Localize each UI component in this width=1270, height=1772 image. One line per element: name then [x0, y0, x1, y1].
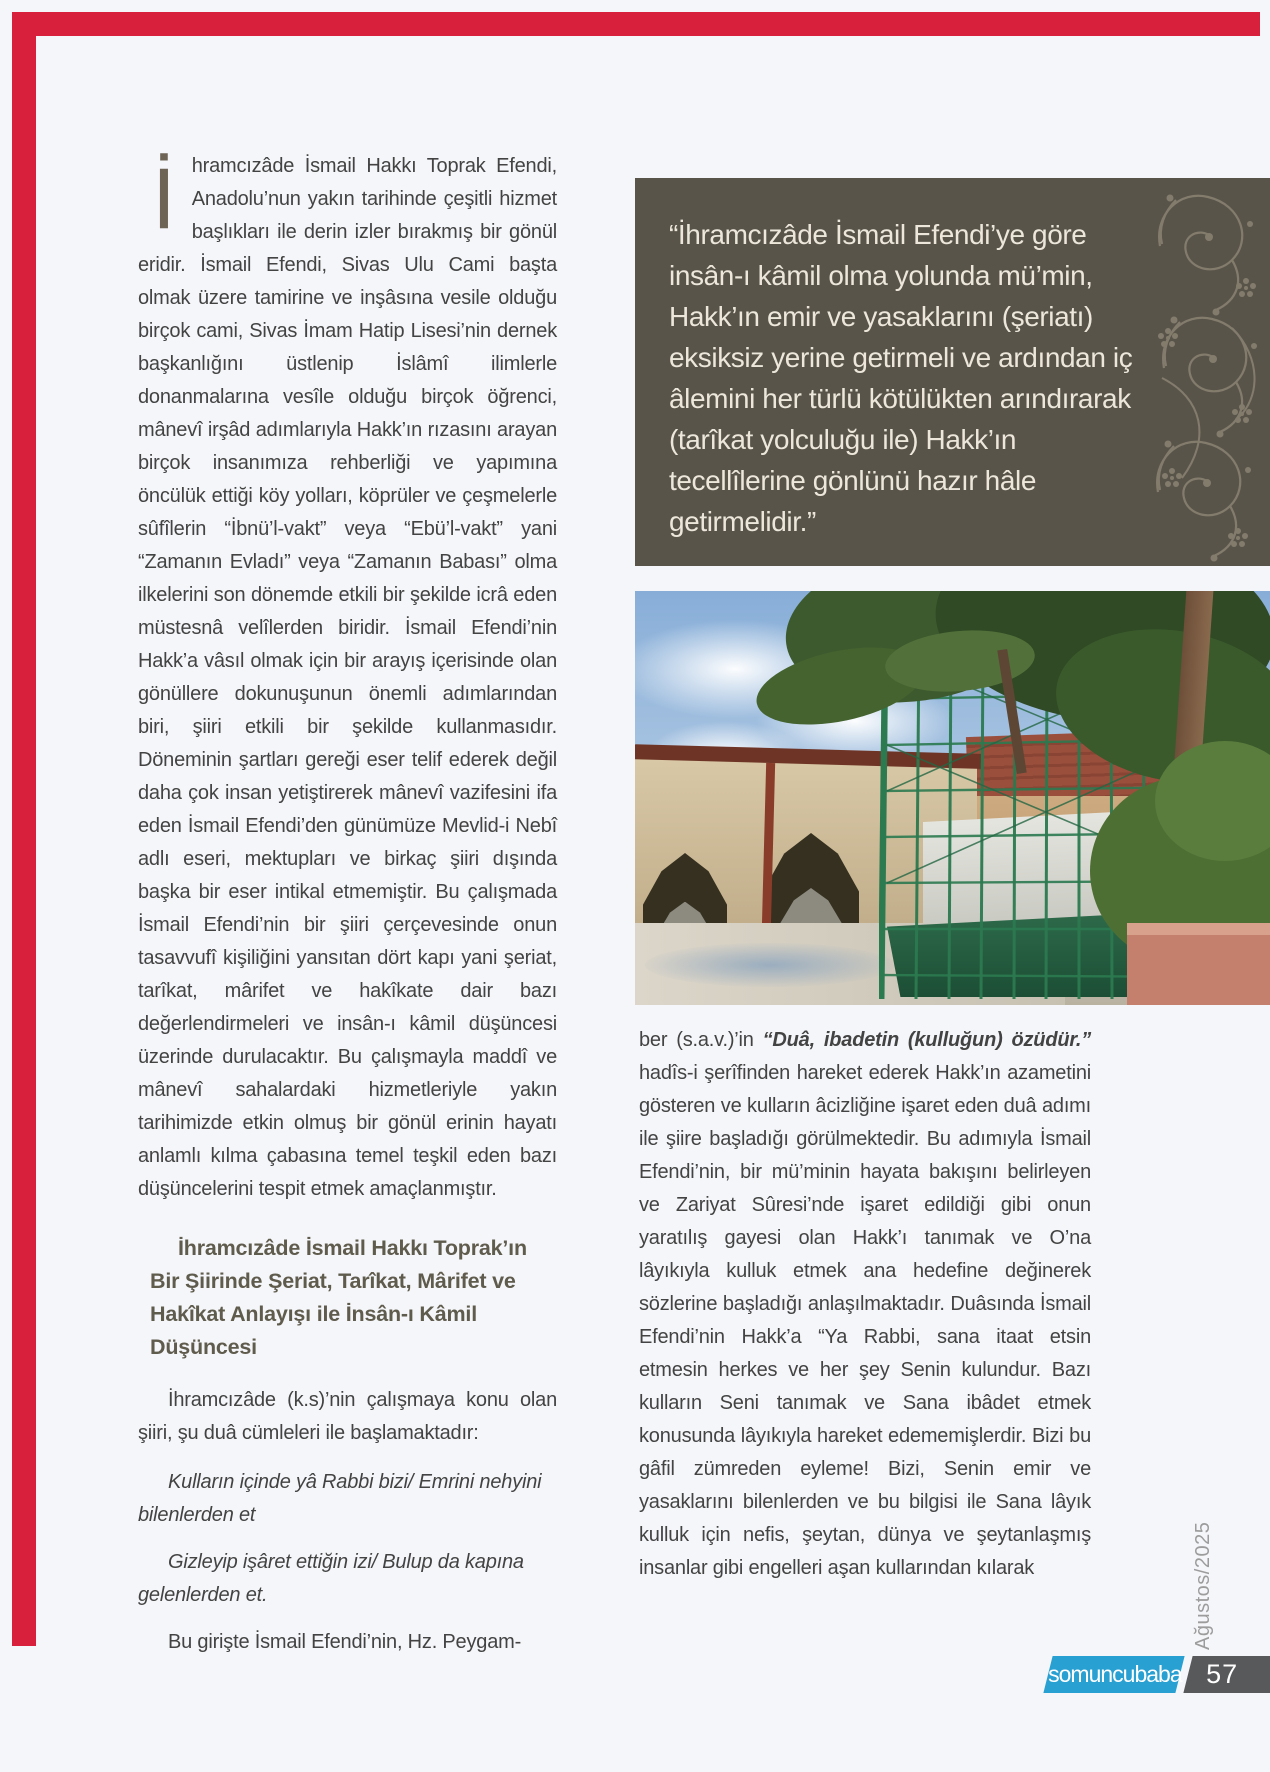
poem-line-1: Kulların içinde yâ Rabbi bizi/ Emrini nehyini bilenlerden et: [138, 1471, 542, 1526]
photo-pink-block: [1127, 923, 1270, 1005]
intro-paragraph: [138, 150, 557, 1206]
magazine-name: somuncubaba: [1048, 1661, 1182, 1687]
page-number-plate: [1183, 1656, 1270, 1693]
paragraph-rest: hadîs-i şerîfinden hareket ederek Hakk’ın azametini gösteren ve kulların âcizliğine işaret eden duâ adımı ile şiire başladığı görülmektedir. Bu adımıyla İsmail Efendi’nin, bir mü’minin hayata bakışını belirleyen ve Zariyat Sûresi’nde işaret edildiği gibi onun yaratılış gayesi olan Hakk’ı tanımak ve O’na lâyıkıyla kulluk etmek ana hedefine değinerek sözlerine başladığı anlaşılmaktadır. Duâsında İsmail Efendi’nin Hakk’a “Ya Rabbi, sana itaat etsin etmesin herkes ve her şey Senin kulundur. Bazı kulların Seni tanımak ve Sana ibâdet etmek konusunda lâyıkıyla hareket edememişlerdir. Bizi bu gâfil zümreden eyleme! Bizi, Senin emir ve yasaklarını bilenlerden ve bu bilgisi ile Sana lâyık kulluk için nefis, şeytan, dünya ve şeytanlaşmış insanlar gibi engelleri aşan kullarından kılarak: [639, 1062, 1091, 1579]
photo-pavement-reflection: [645, 943, 895, 987]
pull-quote-text: “İhramcızâde İsmail Efendi’ye göre insân-ı kâmil olma yolunda mü’min, Hakk’ın emir ve yasaklarını (şeriatı) eksiksiz yerine getirmeli ve ardından iç âlemini her türlü kötülükten arındırarak (tarîkat yolculuğu ile) Hakk’ın tecellîlerine gönlünü hazır hâle getirmelidir.”: [669, 219, 1133, 537]
floral-ornament: [1142, 178, 1270, 566]
issue-date: Ağustos/2025: [1192, 1521, 1214, 1650]
drop-cap: İ: [152, 151, 176, 247]
paragraph-prefix: ber (s.a.v.)’in: [639, 1029, 763, 1051]
pull-quote-box: [635, 178, 1270, 566]
poem-line-2: Gizleyip işâret ettiğin izi/ Bulup da kapına gelenlerden et.: [138, 1551, 524, 1606]
hadith-quote: “Duâ, ibadetin (kulluğun) özüdür.”: [762, 1029, 1091, 1051]
page-number: 57: [1206, 1659, 1239, 1689]
article-left-column: [138, 150, 557, 1675]
tomb-photo: [635, 591, 1270, 1005]
photo-pink-block-top: [1127, 923, 1270, 935]
intro-paragraph-text: hramcızâde İsmail Hakkı Toprak Efendi, Anadolu’nun yakın tarihinde çeşitli hizmet başlıkları ile derin izler bırakmış bir gönül eridir. İsmail Efendi, Sivas Ulu Cami başta olmak üzere tamirine ve inşâsına vesile olduğu birçok cami, Sivas İmam Hatip Lisesi’nin dernek başkanlığını üstlenip İslâmî ilimlerle donanmalarına vesîle olduğu birçok öğrenci, mânevî irşâd adımlarıyla Hakk’ın rızasını arayan birçok insanımıza rehberliği ve yapımına öncülük ettiği köy yolları, köprüler ve çeşmelerle sûfîlerin “İbnü’l-vakt” veya “Ebü’l-vakt” yani “Zamanın Evladı” veya “Zamanın Babası” olma ilkelerini son dönemde etkili bir şekilde icrâ eden müstesnâ velîlerden biridir. İsmail Efendi’nin Hakk’a vâsıl olmak için bir arayış içerisinde olan gönüllere dokunuşunun önemli adımlarından biri, şiiri etkili bir şekilde kullanmasıdır. Döneminin şartları gereği eser telif ederek değil daha çok insan yetiştirerek mânevî vazifesini ifa eden İsmail Efendi’den günümüze Mevlid-i Nebî adlı eseri, mektupları ve birkaç şiiri dışında başka bir eser intikal etmemiştir. Bu çalışmada İsmail Efendi’nin bir şiiri çerçevesinde onun tasavvufî kişiliğini yansıtan dört kapı yani şeriat, tarîkat, mârifet ve hakîkate dair bazı değerlendirmeleri ve insân-ı kâmil düşüncesi üzerinde durulacaktır. Bu çalışmayla maddî ve mânevî sahalardaki hizmetleriyle yakın tarihimizde etkin olmuş bir gönül erinin hayatı anlamlı kılma çabasına temel teşkil eden bazı düşüncelerini tespit etmek amaçlanmıştır.: [138, 155, 557, 1200]
lead-in-paragraph: İhramcızâde (k.s)’nin çalışmaya konu olan şiiri, şu duâ cümleleri ile başlamaktadır:: [138, 1389, 557, 1444]
magazine-logo-name-plate: [1043, 1656, 1184, 1693]
body-paragraph: [639, 1024, 1091, 1585]
left-red-border: [12, 12, 36, 1646]
section-heading: İhramcızâde İsmail Hakkı Toprak’ın Bir Şiirinde Şeriat, Tarîkat, Mârifet ve Hakîkat Anlayışı ile İnsân-ı Kâmil Düşüncesi: [150, 1236, 527, 1359]
continuation-paragraph: Bu girişte İsmail Efendi’nin, Hz. Peygam-: [168, 1631, 522, 1653]
article-right-column: [639, 1024, 1091, 1601]
top-red-border: [12, 12, 1260, 36]
